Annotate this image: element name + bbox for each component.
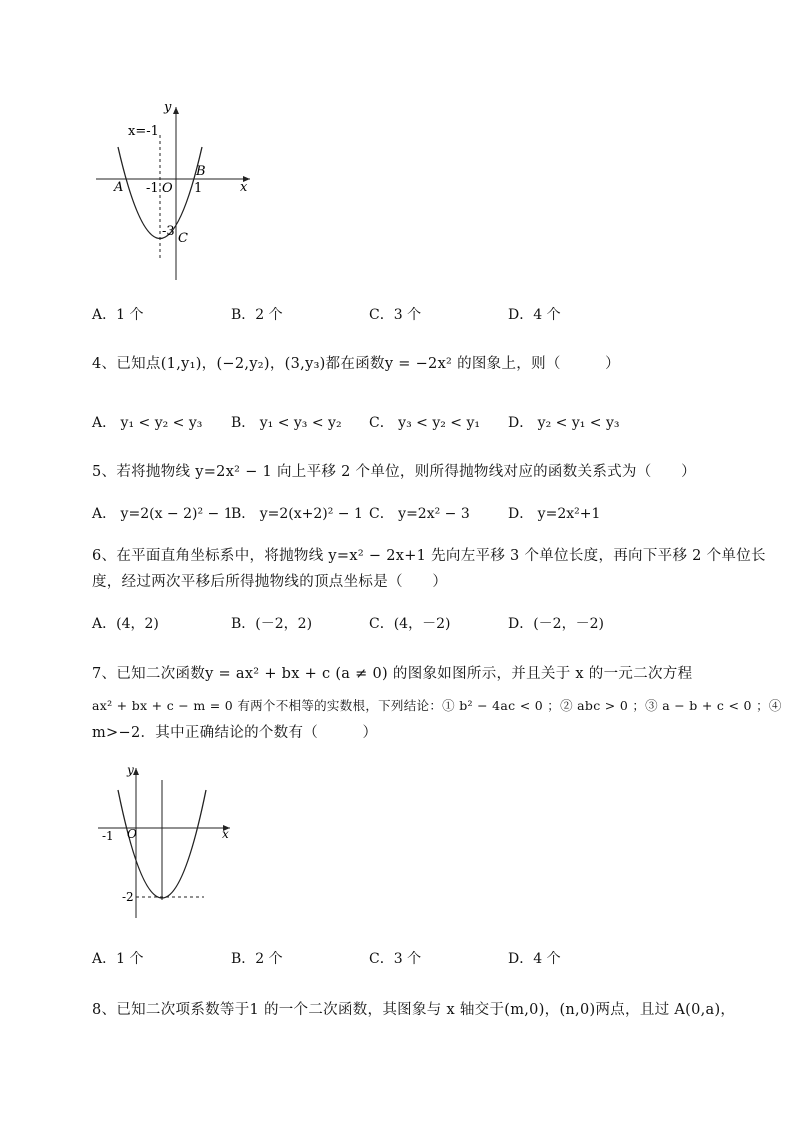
q5-option-a[interactable]: A． y=2(x − 2)² − 1 bbox=[92, 506, 233, 522]
q6-option-d[interactable]: D．(－2，－2) bbox=[508, 616, 604, 632]
origin-label: O bbox=[127, 827, 137, 841]
parabola-figure-1 bbox=[90, 95, 260, 285]
q6-stem-line-1: 6、在平面直角坐标系中，将抛物线 y=x² − 2x+1 先向左平移 3 个单位长度，再向下平移 2 个单位长 bbox=[92, 548, 766, 564]
q7-stem-line-1: 7、已知二次函数y = ax² + bx + c (a ≠ 0) 的图象如图所示，并且关于 x 的一元二次方程 bbox=[92, 666, 693, 682]
tick-neg1-label: -1 bbox=[146, 181, 159, 196]
q7-stem-line-3: m>−2．其中正确结论的个数有（ ） bbox=[92, 725, 378, 741]
q5-option-b[interactable]: B． y=2(x+2)² − 1 bbox=[231, 506, 363, 522]
q5-option-d[interactable]: D． y=2x²+1 bbox=[508, 506, 601, 522]
y-axis-label: y bbox=[127, 763, 134, 777]
q3-option-c[interactable]: C．3 个 bbox=[369, 307, 422, 323]
point-b-label: B bbox=[196, 164, 206, 179]
tick-neg1-label: -1 bbox=[102, 829, 114, 843]
q7-option-b[interactable]: B．2 个 bbox=[231, 951, 283, 967]
q8-stem-line-1: 8、已知二次项系数等于1 的一个二次函数，其图象与 x 轴交于(m,0)，(n,0)两点，且过 A(0,a)， bbox=[92, 1002, 736, 1018]
q7-option-c[interactable]: C．3 个 bbox=[369, 951, 422, 967]
q6-option-c[interactable]: C．(4，－2) bbox=[369, 616, 451, 632]
q5-option-c[interactable]: C． y=2x² − 3 bbox=[369, 506, 470, 522]
q4-option-b[interactable]: B． y₁ < y₃ < y₂ bbox=[231, 415, 342, 431]
origin-label: O bbox=[162, 181, 173, 196]
q4-option-d[interactable]: D． y₂ < y₁ < y₃ bbox=[508, 415, 620, 431]
tick-1-label: 1 bbox=[194, 181, 203, 196]
x-axis-label: x bbox=[222, 827, 229, 841]
y-axis-label: y bbox=[164, 100, 172, 115]
point-c-label: C bbox=[178, 231, 188, 246]
q4-stem: 4、已知点(1,y₁)，(−2,y₂)，(3,y₃)都在函数y = −2x² 的图象上，则（ ） bbox=[92, 356, 620, 372]
q7-option-d[interactable]: D．4 个 bbox=[508, 951, 561, 967]
q4-option-a[interactable]: A． y₁ < y₂ < y₃ bbox=[92, 415, 203, 431]
tick-neg3-label: -3 bbox=[162, 224, 175, 239]
point-a-label: A bbox=[114, 180, 124, 195]
q7-option-a[interactable]: A．1 个 bbox=[92, 951, 144, 967]
axis-of-symmetry-label: x=-1 bbox=[128, 124, 159, 139]
q6-option-a[interactable]: A．(4，2) bbox=[92, 616, 159, 632]
q6-option-b[interactable]: B．(－2，2) bbox=[231, 616, 313, 632]
q3-option-b[interactable]: B．2 个 bbox=[231, 307, 283, 323]
q6-stem-line-2: 度，经过两次平移后所得抛物线的顶点坐标是（ ） bbox=[92, 574, 448, 590]
q3-option-d[interactable]: D．4 个 bbox=[508, 307, 561, 323]
tick-neg2-label: -2 bbox=[122, 890, 134, 904]
x-axis-label: x bbox=[240, 180, 248, 195]
q7-stem-line-2: ax² + bx + c − m = 0 有两个不相等的实数根，下列结论：① b² − 4ac < 0 ；② abc > 0 ；③ a − b + c < 0 ；④ bbox=[92, 698, 782, 713]
parabola-figure-2 bbox=[92, 760, 242, 920]
q4-option-c[interactable]: C． y₃ < y₂ < y₁ bbox=[369, 415, 480, 431]
q5-stem: 5、若将抛物线 y=2x² − 1 向上平移 2 个单位，则所得抛物线对应的函数关系式为（ ） bbox=[92, 464, 696, 480]
q3-option-a[interactable]: A．1 个 bbox=[92, 307, 144, 323]
